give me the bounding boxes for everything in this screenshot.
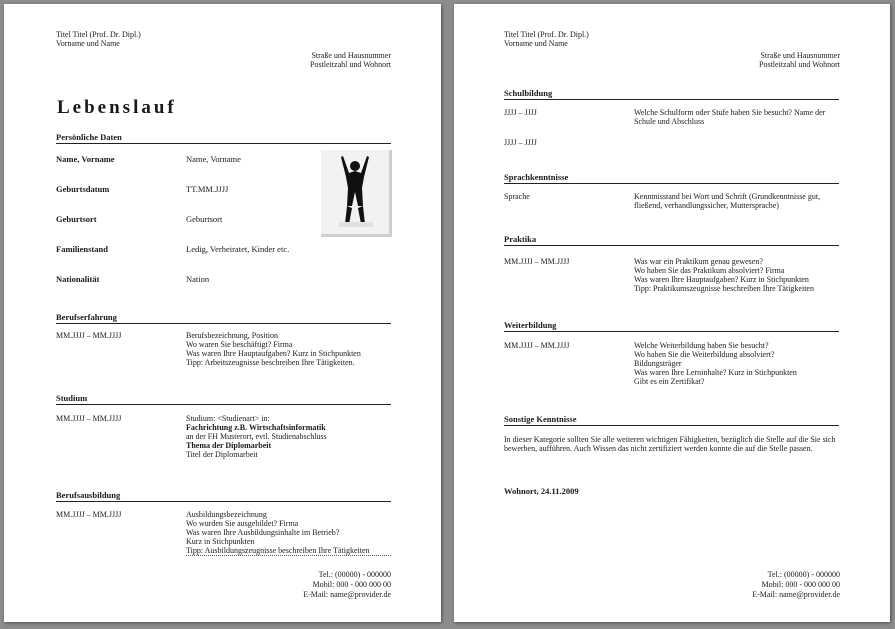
studies-line: Studium: <Studienart> in: xyxy=(186,414,270,423)
header-full-name: Vorname und Name xyxy=(504,39,568,48)
section-heading-further-training: Weiterbildung xyxy=(504,320,839,332)
internship-line: Wo haben Sie das Praktikum absolviert? Firma xyxy=(634,266,785,275)
cv-title: Lebenslauf xyxy=(57,97,177,118)
training-details xyxy=(186,510,370,555)
label-family-status: Familienstand xyxy=(56,244,108,254)
studies-line: Thema der Diplomarbeit xyxy=(186,441,272,450)
contact-mobile: Mobil: 000 - 000 000 00 xyxy=(312,580,391,589)
address-city: Postleitzahl und Wohnort xyxy=(310,60,391,69)
other-skills-text: In dieser Kategorie sollten Sie alle weiteren wichtigen Fähigkeiten, bezüglich die Stelle auf die Sie sich bewerben, aufführen. Auch Wissen das nicht zertifiziert werden konnte die auf die Stelle passen. xyxy=(504,435,836,453)
training-date: MM.JJJJ – MM.JJJJ xyxy=(56,510,122,519)
value-birthdate: TT.MM.JJJJ xyxy=(186,184,229,194)
contact-email: E-Mail: name@provider.de xyxy=(752,590,840,599)
label-nationality: Nationalität xyxy=(56,274,100,284)
internship-line: Was waren Ihre Hauptaufgaben? Kurz in Stichpunkten xyxy=(634,275,809,284)
cv-page-2 xyxy=(454,4,890,622)
further-training-date: MM.JJJJ – MM.JJJJ xyxy=(504,341,570,350)
studies-line: an der FH Musterort, evtl. Studienabschluss xyxy=(186,432,327,441)
address-street: Straße und Hausnummer xyxy=(760,51,840,60)
section-heading-studies: Studium xyxy=(56,393,391,405)
section-heading-personal: Persönliche Daten xyxy=(56,132,391,144)
further-training-line: Wo haben Sie die Weiterbildung absolviert? xyxy=(634,350,775,359)
label-name: Name, Vorname xyxy=(56,154,115,164)
language-label: Sprache xyxy=(504,192,530,201)
contact-phone: Tel.: (00000) - 000000 xyxy=(767,570,840,579)
internship-details xyxy=(634,257,814,293)
work-line: Tipp: Arbeitszeugnisse beschreiben Ihre Tätigkeiten. xyxy=(186,358,355,367)
label-birthplace: Geburtsort xyxy=(56,214,97,224)
language-text: Kenntnisstand bei Wort und Schrift (Grundkenntnisse gut, fließend, verhandlungssicher, Muttersprache) xyxy=(634,192,821,210)
signature-place-date: Wohnort, 24.11.2009 xyxy=(504,486,579,496)
internship-line: Tipp: Praktikumszeugnisse beschreiben Ihre Tätigkeiten xyxy=(634,284,814,293)
work-line: Wo waren Sie beschäftigt? Firma xyxy=(186,340,293,349)
studies-line: Titel der Diplomarbeit xyxy=(186,450,258,459)
work-details xyxy=(186,331,361,367)
profile-photo xyxy=(321,150,392,237)
contact-mobile: Mobil: 000 - 000 000 00 xyxy=(761,580,840,589)
section-heading-work: Berufserfahrung xyxy=(56,312,391,324)
value-name: Name, Vorname xyxy=(186,154,241,164)
training-line: Tipp: Ausbildungszeugnisse beschreiben Ihre Tätigkeiten xyxy=(186,546,370,555)
person-silhouette-icon xyxy=(321,150,389,234)
training-line: Wo wurden Sie ausgebildet? Firma xyxy=(186,519,299,528)
section-heading-school: Schulbildung xyxy=(504,88,839,100)
address-city: Postleitzahl und Wohnort xyxy=(759,60,840,69)
value-birthplace: Geburtsort xyxy=(186,214,223,224)
work-line: Was waren Ihre Hauptaufgaben? Kurz in Stichpunkten xyxy=(186,349,361,358)
contact-email: E-Mail: name@provider.de xyxy=(303,590,391,599)
training-line: Was waren Ihre Ausbildungsinhalte im Betrieb? xyxy=(186,528,340,537)
section-heading-other-skills: Sonstige Kenntnisse xyxy=(504,414,839,426)
studies-details xyxy=(186,414,327,459)
section-heading-training: Berufsausbildung xyxy=(56,490,391,502)
further-training-details xyxy=(634,341,797,386)
further-training-line: Was waren Ihre Lerninhalte? Kurz in Stichpunkten xyxy=(634,368,797,377)
further-training-line: Welche Weiterbildung haben Sie besucht? xyxy=(634,341,769,350)
internship-date: MM.JJJJ – MM.JJJJ xyxy=(504,257,570,266)
school-text: Welche Schulform oder Stufe haben Sie besucht? Name der Schule und Abschluss xyxy=(634,108,826,126)
training-line: Ausbildungsbezeichnung xyxy=(186,510,267,519)
value-nationality: Nation xyxy=(186,274,210,284)
school-date-2: JJJJ – JJJJ xyxy=(504,138,537,147)
label-birthdate: Geburtsdatum xyxy=(56,184,110,194)
further-training-line: Bildungsträger xyxy=(634,359,682,368)
further-training-line: Gibt es ein Zertifikat? xyxy=(634,377,705,386)
work-date: MM.JJJJ – MM.JJJJ xyxy=(56,331,122,340)
header-name: Titel Titel (Prof. Dr. Dipl.) xyxy=(504,30,589,39)
work-line: Berufsbezeichnung, Position xyxy=(186,331,278,340)
divider xyxy=(186,555,391,556)
school-date-1: JJJJ – JJJJ xyxy=(504,108,537,117)
header-name: Titel Titel (Prof. Dr. Dipl.) xyxy=(56,30,141,39)
studies-date: MM.JJJJ – MM.JJJJ xyxy=(56,414,122,423)
studies-line: Fachrichtung z.B. Wirtschaftsinformatik xyxy=(186,423,326,432)
training-line: Kurz in Stichpunkten xyxy=(186,537,255,546)
header-full-name: Vorname und Name xyxy=(56,39,120,48)
section-heading-internships: Praktika xyxy=(504,234,839,246)
contact-phone: Tel.: (00000) - 000000 xyxy=(318,570,391,579)
address-street: Straße und Hausnummer xyxy=(311,51,391,60)
value-family-status: Ledig, Verheiratet, Kinder etc. xyxy=(186,244,290,254)
cv-page-1 xyxy=(4,4,441,622)
section-heading-languages: Sprachkenntnisse xyxy=(504,172,839,184)
internship-line: Was war ein Praktikum genau gewesen? xyxy=(634,257,763,266)
